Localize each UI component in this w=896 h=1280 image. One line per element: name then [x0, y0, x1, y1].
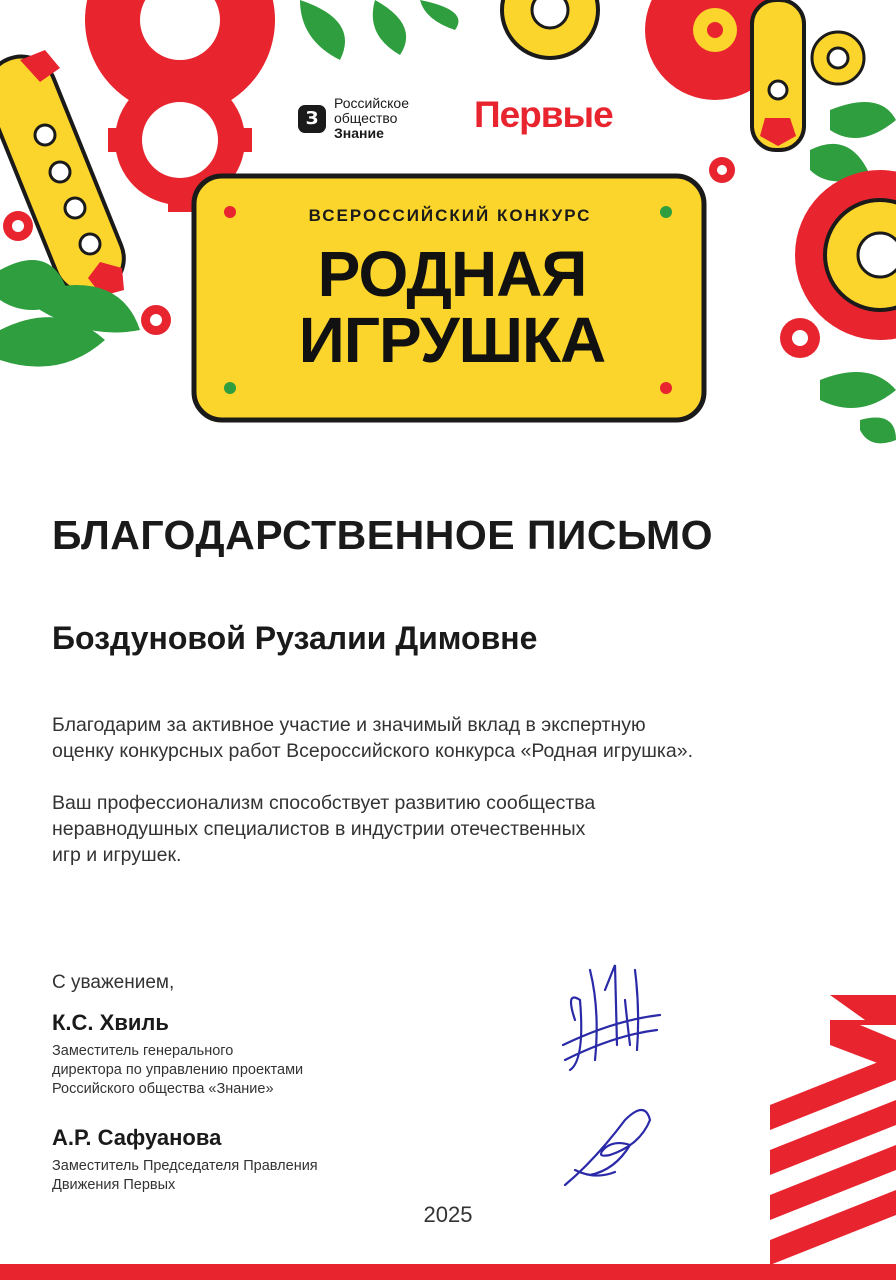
- header-illustration: [0, 0, 896, 460]
- gear-icon: [795, 170, 896, 340]
- document-year: 2025: [423, 1202, 473, 1227]
- znanie-logo-text: Российское общество Знание: [334, 95, 410, 141]
- construction-bar-icon: [752, 0, 804, 150]
- signer1-role: Заместитель генерального директора по управлению проектами Российского общества «Знание»: [52, 1043, 304, 1097]
- paragraph-professionalism: Ваш профессионализм способствует развитию сообщества неравнодушных специалистов в индустрии отечественных игр и игрушек.: [52, 792, 596, 866]
- yellow-gear-icon: [502, 0, 598, 58]
- pervye-logo: Первые: [474, 94, 613, 135]
- closing-phrase: С уважением,: [52, 972, 175, 993]
- signature-1: [555, 950, 665, 1085]
- recipient-name: Боздуновой Рузалии Димовне: [52, 620, 538, 656]
- contest-subtitle: ВСЕРОССИЙСКИЙ КОНКУРС: [308, 206, 592, 225]
- contest-title-line1: РОДНАЯ: [317, 238, 587, 310]
- bottom-stripe: [0, 1264, 896, 1280]
- znanie-mark-icon: З: [298, 105, 326, 133]
- signer2-role: Заместитель Председателя Правления Движения Первых: [52, 1158, 318, 1193]
- corner-decoration: [760, 985, 896, 1280]
- signature-2: [555, 1100, 665, 1195]
- yellow-gear-icon: [812, 32, 864, 84]
- paragraph-gratitude: Благодарим за активное участие и значимый вклад в экспертную оценку конкурсных работ Всероссийского конкурса «Родная игрушка».: [52, 714, 693, 762]
- signer1-name: К.С. Хвиль: [52, 1010, 169, 1035]
- znanie-logo: [298, 96, 409, 141]
- document-title: БЛАГОДАРСТВЕННОЕ ПИСЬМО: [52, 512, 713, 558]
- leaf-icon: [300, 0, 458, 60]
- contest-title-line2: ИГРУШКА: [298, 304, 606, 376]
- signer2-name: А.Р. Сафуанова: [52, 1125, 222, 1150]
